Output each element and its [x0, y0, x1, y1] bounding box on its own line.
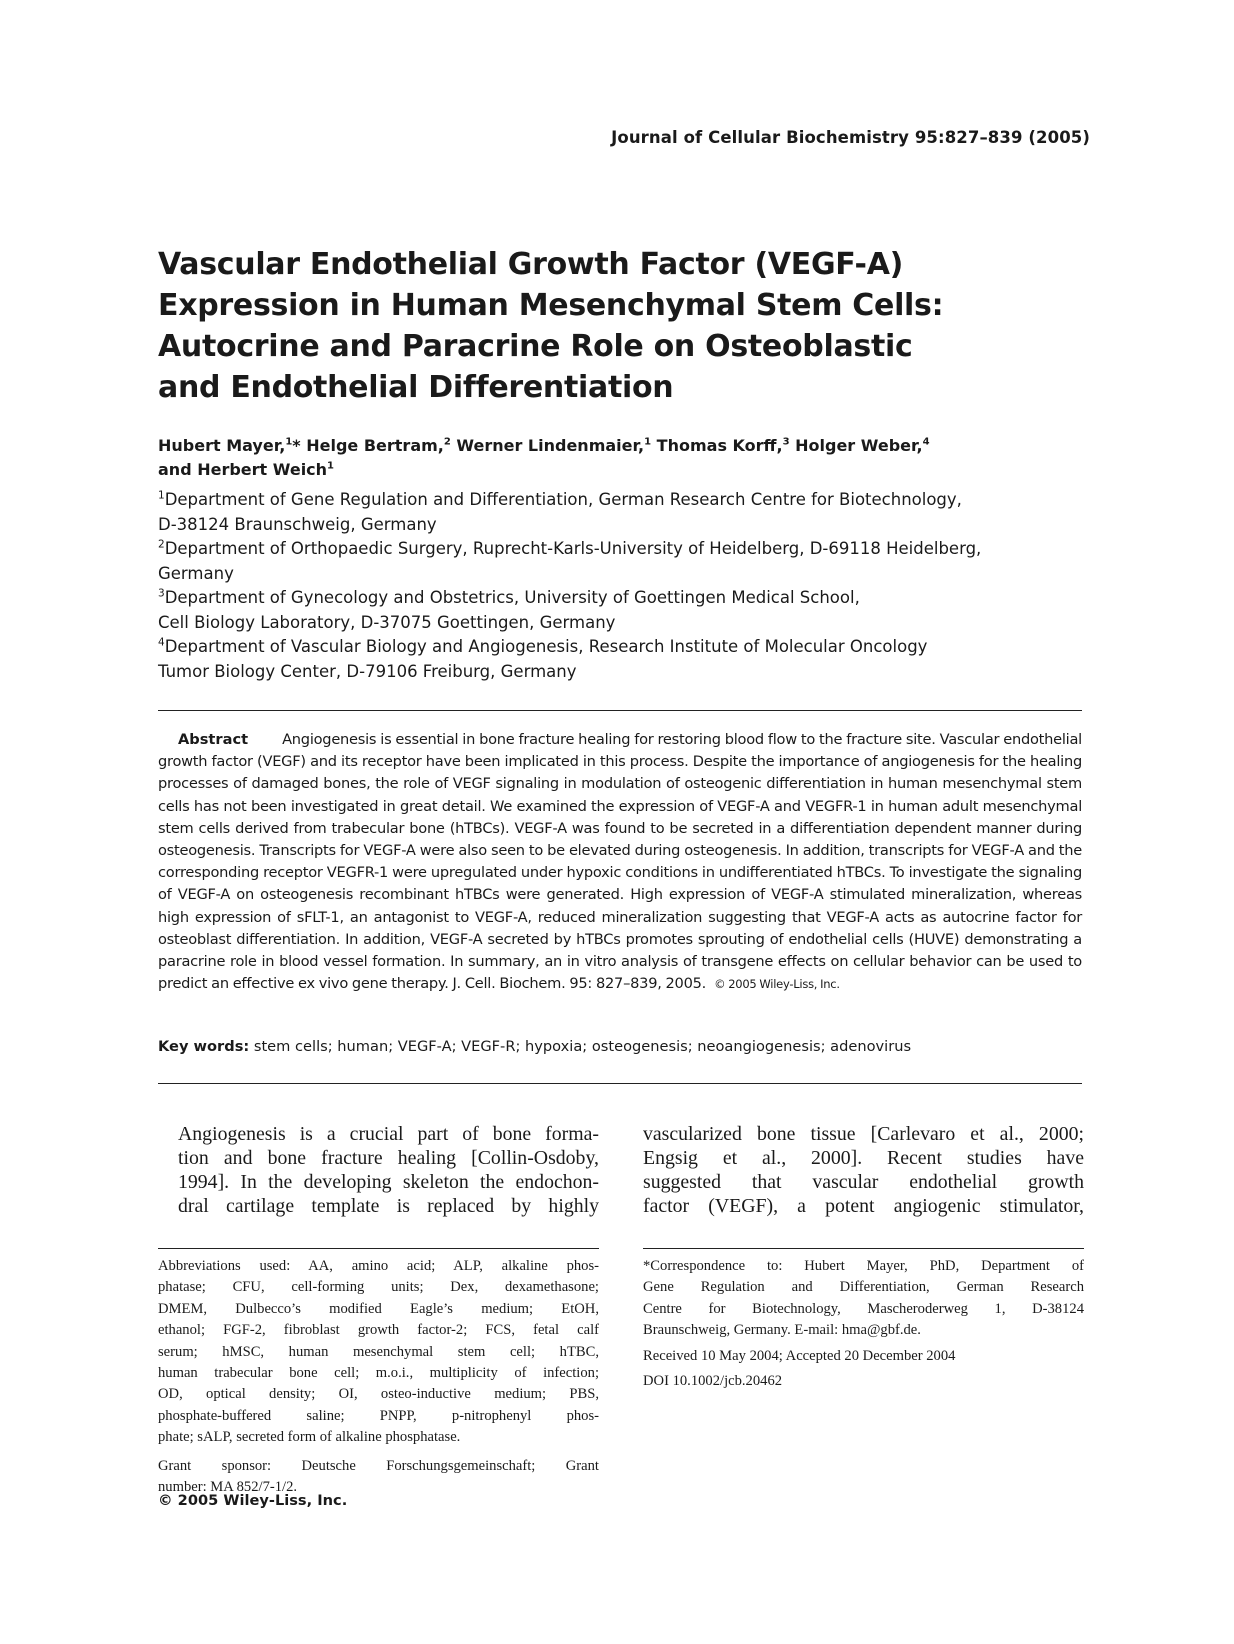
- affiliation-sup: 3: [158, 587, 165, 600]
- body-line: dral cartilage template is replaced by highly: [178, 1195, 599, 1217]
- title-line: and Endothelial Differentiation: [158, 370, 674, 405]
- received-dates: Received 10 May 2004; Accepted 20 December 2004: [643, 1347, 956, 1364]
- footnote-line: OD, optical density; OI, osteo-inductive medium; PBS,: [158, 1386, 599, 1403]
- affiliation-sup: 4: [158, 636, 165, 649]
- footnotes-left: [158, 1256, 599, 1498]
- correspondence-footnote: [643, 1256, 1084, 1342]
- body-line: 1994]. In the developing skeleton the endochon-: [178, 1171, 599, 1193]
- author-name: Hubert Mayer,: [158, 436, 286, 455]
- footnotes-right: [643, 1256, 1084, 1392]
- author-affil-sup: 1: [327, 460, 335, 472]
- footnote-line: serum; hMSC, human mesenchymal stem cell; hTBC,: [158, 1343, 599, 1360]
- journal-header: Journal of Cellular Biochemistry 95:827–839 (2005): [611, 128, 1090, 147]
- affiliation: [158, 537, 1088, 586]
- affiliation-line: D-38124 Braunschweig, Germany: [158, 514, 437, 534]
- affiliation-sup: 1: [158, 489, 165, 502]
- author-affil-sup: 3: [782, 436, 790, 448]
- title-line: Vascular Endothelial Growth Factor (VEGF-A): [158, 247, 904, 282]
- author-affil-sup: 1: [285, 436, 293, 448]
- body-column-right: [643, 1122, 1084, 1218]
- title-line: Expression in Human Mesenchymal Stem Cells:: [158, 288, 944, 323]
- author-list: [158, 434, 1058, 482]
- footnote-line: Gene Regulation and Differentiation, German Research: [643, 1279, 1084, 1296]
- footnote-line: Grant sponsor: Deutsche Forschungsgemeinschaft; Grant: [158, 1457, 599, 1474]
- abbreviations-footnote: [158, 1256, 599, 1449]
- author-name: Holger Weber,: [795, 436, 923, 455]
- affiliation: [158, 586, 1088, 635]
- abstract: [158, 729, 1082, 995]
- footnote-line: Abbreviations used: AA, amino acid; ALP, alkaline phos-: [158, 1258, 599, 1274]
- footnote-line: human trabecular bone cell; m.o.i., multiplicity of infection;: [158, 1365, 599, 1382]
- body-line: tion and bone fracture healing [Collin-Osdoby,: [178, 1147, 599, 1169]
- abstract-bottom-divider: [158, 1083, 1082, 1084]
- footnote-divider-right: [643, 1248, 1084, 1249]
- affiliation-line: Department of Vascular Biology and Angiogenesis, Research Institute of Molecular Oncology: [164, 637, 928, 656]
- affiliation-line: Department of Gene Regulation and Differentiation, German Research Centre for Biotechnology,: [164, 490, 962, 509]
- footnote-line: Braunschweig, Germany. E-mail: hma@gbf.de.: [643, 1322, 921, 1339]
- body-column-left: [158, 1122, 599, 1218]
- footnote-line: DMEM, Dulbecco’s modified Eagle’s medium; EtOH,: [158, 1300, 599, 1317]
- affiliation-line: Cell Biology Laboratory, D-37075 Goettingen, Germany: [158, 612, 616, 632]
- affiliation-line: Department of Orthopaedic Surgery, Ruprecht-Karls-University of Heidelberg, D-69118 Heidelberg,: [164, 539, 982, 558]
- footnote-divider-left: [158, 1248, 599, 1249]
- abstract-copyright: © 2005 Wiley-Liss, Inc.: [714, 977, 840, 992]
- body-line: Engsig et al., 2000]. Recent studies have: [643, 1147, 1084, 1169]
- footnote-line: number: MA 852/7-1/2.: [158, 1479, 298, 1496]
- body-line: suggested that vascular endothelial growth: [643, 1171, 1084, 1193]
- affiliation-list: [158, 488, 1088, 684]
- keywords-label: Key words:: [158, 1038, 250, 1055]
- footnote-line: Centre for Biotechnology, Mascheroderweg 1, D-38124: [643, 1300, 1084, 1317]
- affiliation-line: Department of Gynecology and Obstetrics, University of Goettingen Medical School,: [164, 588, 860, 607]
- affiliation: [158, 488, 1088, 537]
- footnote-line: phatase; CFU, cell-forming units; Dex, dexamethasone;: [158, 1279, 599, 1296]
- author-affil-sup: 2: [443, 436, 451, 448]
- article-title: [158, 244, 1058, 408]
- footnote-line: ethanol; FGF-2, fibroblast growth factor-2; FCS, fetal calf: [158, 1322, 599, 1339]
- author-name: Werner Lindenmaier,: [456, 436, 645, 455]
- body-paragraph: [643, 1122, 1084, 1218]
- doi: DOI 10.1002/jcb.20462: [643, 1373, 783, 1390]
- keywords: [158, 1038, 1082, 1055]
- author-name: and Herbert Weich: [158, 460, 328, 479]
- footnote-line: phate; sALP, secreted form of alkaline phosphatase.: [158, 1429, 461, 1446]
- keywords-text: stem cells; human; VEGF-A; VEGF-R; hypoxia; osteogenesis; neoangiogenesis; adenovirus: [253, 1038, 912, 1055]
- affiliation: [158, 635, 1088, 684]
- body-line: vascularized bone tissue [Carlevaro et al., 2000;: [643, 1123, 1084, 1145]
- abstract-top-divider: [158, 710, 1082, 711]
- affiliation-line: Germany: [158, 563, 234, 583]
- author-mark: *: [292, 436, 307, 455]
- footnote-line: *Correspondence to: Hubert Mayer, PhD, Department of: [643, 1258, 1084, 1274]
- page-copyright: © 2005 Wiley-Liss, Inc.: [158, 1492, 348, 1509]
- affiliation-line: Tumor Biology Center, D-79106 Freiburg, Germany: [158, 661, 577, 681]
- abstract-text: Angiogenesis is essential in bone fracture healing for restoring blood flow to the fracture site. Vascular endothelial growth factor (VEGF) and its receptor have been implicated in this process. Despite the importance of angiogenesis for the healing processes of damaged bones, the role of VEGF signaling in modulation of osteogenic differentiation in human mesenchymal stem cells has not been investigated in great detail. We examined the expression of VEGF-A and VEGFR-1 in human adult mesenchymal stem cells derived from trabecular bone (hTBCs). VEGF-A was found to be secreted in a differentiation dependent manner during osteogenesis. Transcripts for VEGF-A were also seen to be elevated during osteogenesis. In addition, transcripts for VEGF-A and the corresponding receptor VEGFR-1 were upregulated under hypoxic conditions in undifferentiated hTBCs. To investigate the signaling of VEGF-A on osteogenesis recombinant hTBCs were generated. High expression of VEGF-A stimulated mineralization, whereas high expression of sFLT-1, an antagonist to VEGF-A, reduced mineralization suggesting that VEGF-A acts as autocrine factor for osteoblast differentiation. In addition, VEGF-A secreted by hTBCs promotes sprouting of endothelial cells (HUVE) demonstrating a paracrine role in blood vessel formation. In summary, an in vitro analysis of transgene effects on cellular behavior can be used to predict an effective ex vivo gene therapy. J. Cell. Biochem. 95: 827–839, 2005.: [158, 731, 1082, 993]
- abstract-label: Abstract: [178, 731, 249, 748]
- author-name: Helge Bertram,: [306, 436, 444, 455]
- author-affil-sup: 4: [922, 436, 930, 448]
- body-line: Angiogenesis is a crucial part of bone forma-: [178, 1123, 599, 1145]
- author-affil-sup: 1: [644, 436, 652, 448]
- affiliation-sup: 2: [158, 538, 165, 551]
- author-name: Thomas Korff,: [656, 436, 783, 455]
- footnote-line: phosphate-buffered saline; PNPP, p-nitrophenyl phos-: [158, 1407, 599, 1424]
- title-line: Autocrine and Paracrine Role on Osteoblastic: [158, 329, 913, 364]
- body-paragraph: [158, 1122, 599, 1218]
- body-line: factor (VEGF), a potent angiogenic stimulator,: [643, 1195, 1084, 1217]
